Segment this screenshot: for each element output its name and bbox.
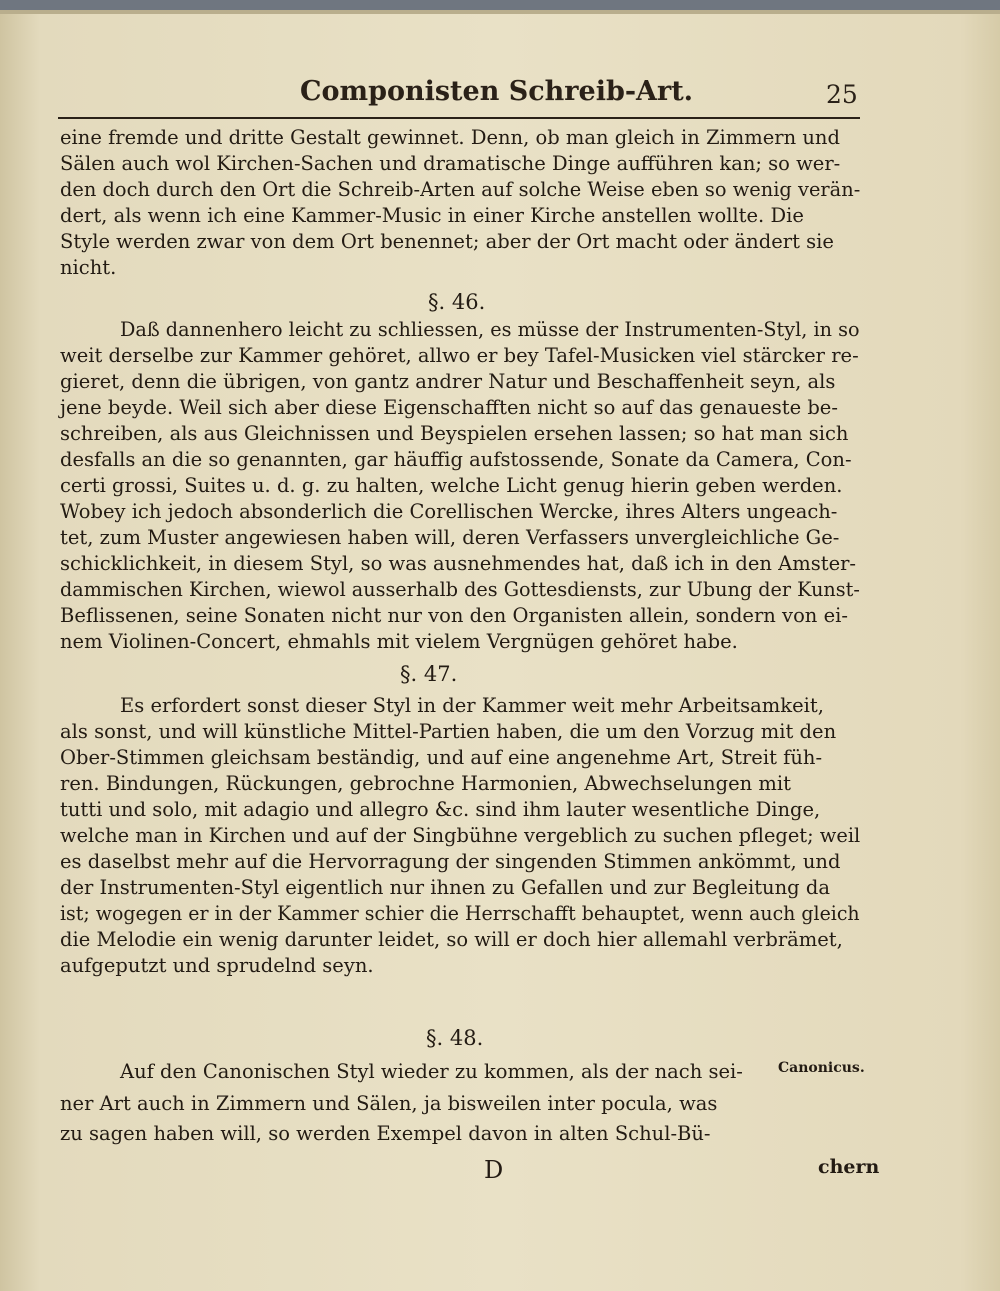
catchword: chern — [818, 1156, 880, 1178]
section-heading-47: §. 47. — [400, 662, 458, 686]
text-line: Wobey ich jedoch absonderlich die Corellischen Wercke, ihres Alters ungeach- — [60, 500, 838, 523]
text-line: zu sagen haben will, so werden Exempel davon in alten Schul-Bü- — [60, 1122, 711, 1145]
signature-mark: D — [484, 1156, 504, 1184]
text-line: Sälen auch wol Kirchen-Sachen und dramatische Dinge aufführen kan; so wer- — [60, 152, 841, 175]
text-line: certi grossi, Suites u. d. g. zu halten, welche Licht genug hierin geben werden. — [60, 474, 843, 497]
text-line: es daselbst mehr auf die Hervorragung der singenden Stimmen ankömmt, und — [60, 850, 841, 873]
text-line: dammischen Kirchen, wiewol ausserhalb des Gottesdiensts, zur Ubung der Kunst- — [60, 578, 860, 601]
text-line: schreiben, als aus Gleichnissen und Beyspielen ersehen lassen; so hat man sich — [60, 422, 849, 445]
text-line: desfalls an die so genannten, gar häuffig aufstossende, Sonate da Camera, Con- — [60, 448, 852, 471]
running-head: Componisten Schreib-Art. — [300, 76, 694, 107]
text-line: Style werden zwar von dem Ort benennet; aber der Ort macht oder ändert sie — [60, 230, 834, 253]
text-line: den doch durch den Ort die Schreib-Arten auf solche Weise eben so wenig verän- — [60, 178, 861, 201]
text-line: aufgeputzt und sprudelnd seyn. — [60, 954, 374, 977]
text-line: welche man in Kirchen und auf der Singbühne vergeblich zu suchen pfleget; weil — [60, 824, 861, 847]
text-line: gieret, denn die übrigen, von gantz andrer Natur und Beschaffenheit seyn, als — [60, 370, 836, 393]
text-line: Ober-Stimmen gleichsam beständig, und auf eine angenehme Art, Streit füh- — [60, 746, 823, 769]
text-line: schicklichkeit, in diesem Styl, so was ausnehmendes hat, daß ich in den Amster- — [60, 552, 857, 575]
scan-border — [0, 0, 1000, 10]
text-line: Auf den Canonischen Styl wieder zu kommen, als der nach sei- — [120, 1060, 743, 1083]
section-heading-48: §. 48. — [426, 1026, 484, 1050]
text-line: nicht. — [60, 256, 117, 279]
text-line: Daß dannenhero leicht zu schliessen, es müsse der Instrumenten-Styl, in so — [120, 318, 860, 341]
text-line: ist; wogegen er in der Kammer schier die Herrschafft behauptet, wenn auch gleich — [60, 902, 860, 925]
text-line: dert, als wenn ich eine Kammer-Music in einer Kirche anstellen wollte. Die — [60, 204, 804, 227]
header-rule — [58, 117, 860, 119]
text-line: eine fremde und dritte Gestalt gewinnet. Denn, ob man gleich in Zimmern und — [60, 126, 840, 149]
text-line: ner Art auch in Zimmern und Sälen, ja bisweilen inter pocula, was — [60, 1092, 718, 1115]
section-heading-46: §. 46. — [428, 290, 486, 314]
text-line: Beflissenen, seine Sonaten nicht nur von den Organisten allein, sondern von ei- — [60, 604, 848, 627]
text-line: der Instrumenten-Styl eigentlich nur ihnen zu Gefallen und zur Begleitung da — [60, 876, 830, 899]
margin-note: Canonicus. — [778, 1060, 865, 1076]
text-line: tutti und solo, mit adagio und allegro &c. sind ihm lauter wesentliche Dinge, — [60, 798, 821, 821]
text-line: als sonst, und will künstliche Mittel-Partien haben, die um den Vorzug mit den — [60, 720, 837, 743]
page-number: 25 — [826, 80, 858, 109]
text-line: jene beyde. Weil sich aber diese Eigenschafften nicht so auf das genaueste be- — [60, 396, 838, 419]
text-line: Es erfordert sonst dieser Styl in der Kammer weit mehr Arbeitsamkeit, — [120, 694, 824, 717]
text-line: die Melodie ein wenig darunter leidet, so will er doch hier allemahl verbrämet, — [60, 928, 843, 951]
text-line: ren. Bindungen, Rückungen, gebrochne Harmonien, Abwechselungen mit — [60, 772, 791, 795]
text-line: weit derselbe zur Kammer gehöret, allwo er bey Tafel-Musicken viel stärcker re- — [60, 344, 859, 367]
text-line: tet, zum Muster angewiesen haben will, deren Verfassers unvergleichliche Ge- — [60, 526, 840, 549]
text-line: nem Violinen-Concert, ehmahls mit vielem Vergnügen gehöret habe. — [60, 630, 738, 653]
scan-border-shadow — [0, 10, 1000, 14]
